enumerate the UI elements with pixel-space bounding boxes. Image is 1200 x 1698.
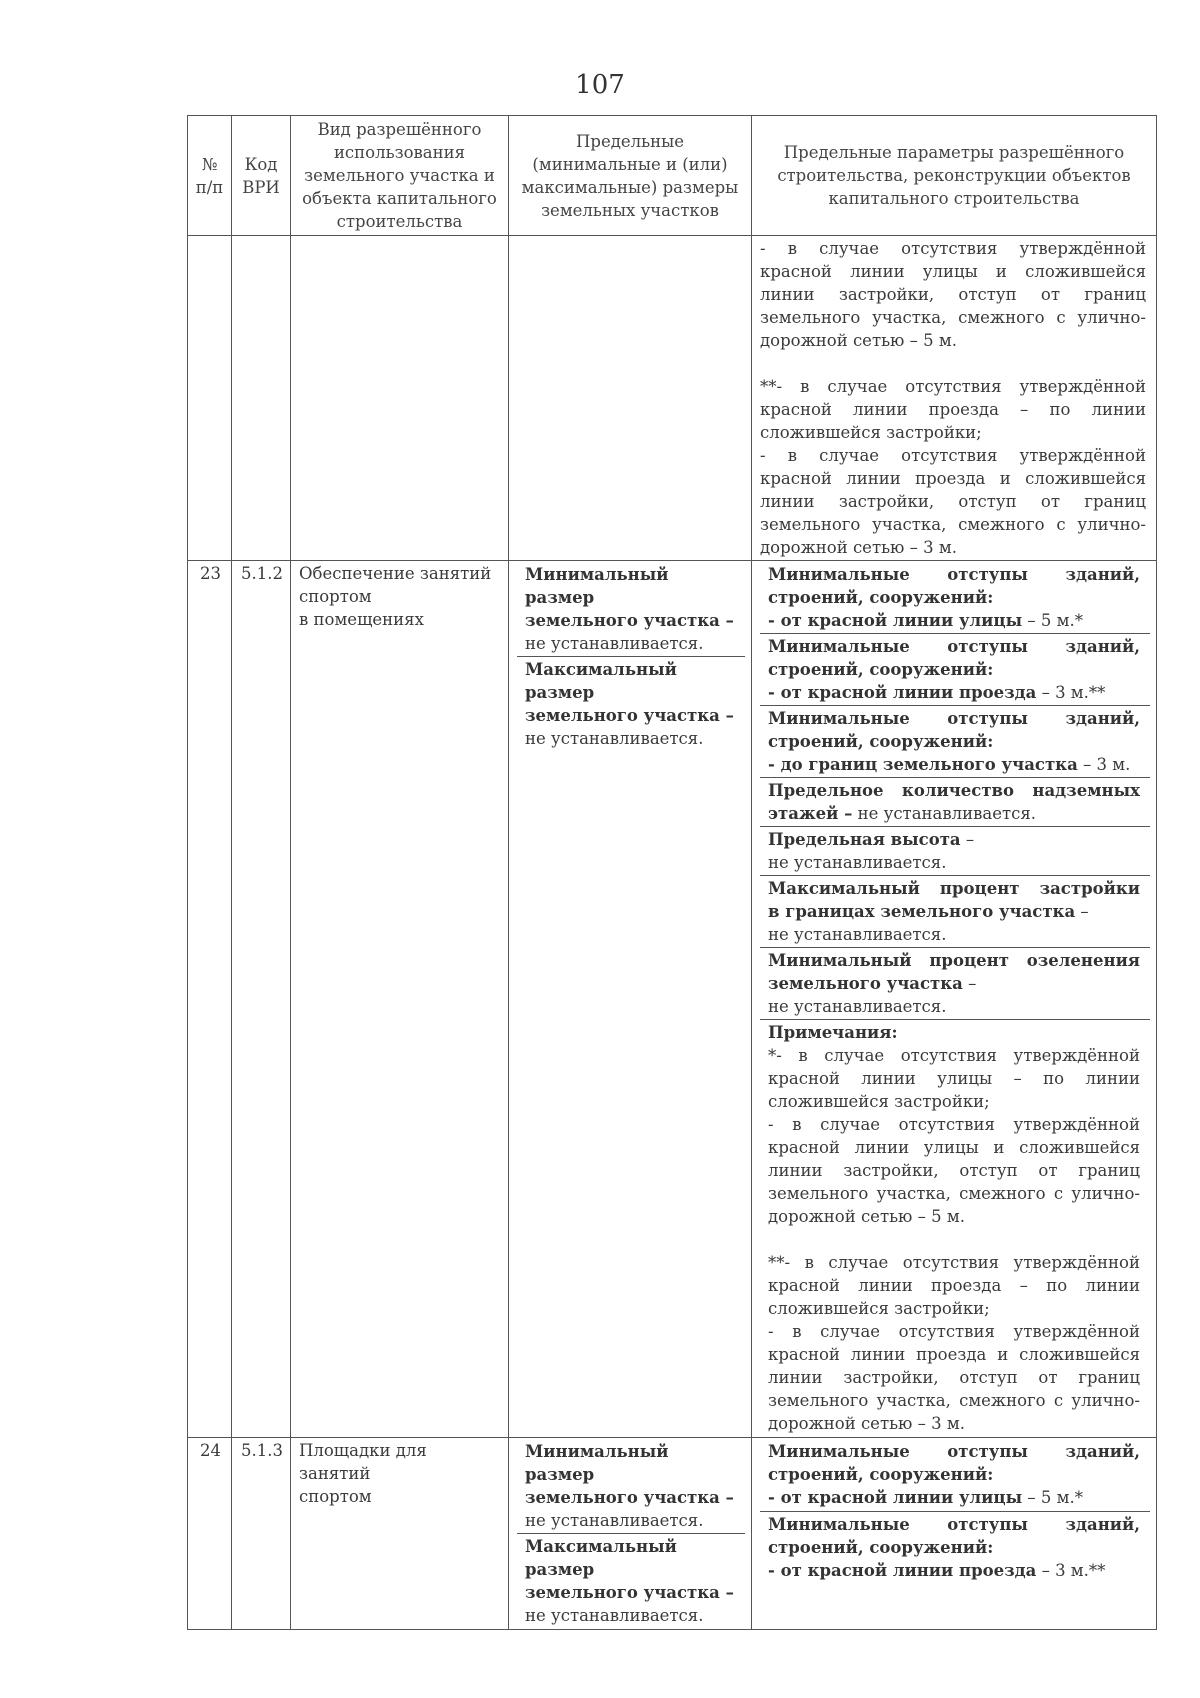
row23-vri: Обеспечение занятий спортом в помещениях (291, 561, 509, 1438)
cont-params-cell: - в случае отсутствия утверждённой красной линии улицы и сложившейся линии застройки, отступ от границ земельного участка, смежного с улично- дорожной сетью – 5 м. **- в случае отсутствия утверждённой красной линии проезда – по линии сложившейся застройки; - в случае отсутствия утверждённой красной линии проезда и сложившейся линии застройки, отступ от границ земельного участка, смежного с улично- дорожной сетью – 3 м. (752, 236, 1157, 561)
row24-code: 5.1.3 (232, 1438, 291, 1630)
header-code: Код ВРИ (232, 116, 291, 236)
row24-params (752, 1438, 1157, 1630)
row23-max-size: Максимальный размер земельного участка – не устанавливается. (525, 660, 734, 748)
cont-vri-cell (291, 236, 509, 561)
row24-sizes (509, 1438, 752, 1630)
row24-num: 24 (188, 1438, 232, 1630)
cont-num-cell (188, 236, 232, 561)
row23-param-boundary-offset: Минимальные отступы зданий, строений, сооружений: - до границ земельного участка – 3 м. (760, 706, 1150, 778)
row24-min-size: Минимальный размер земельного участка – не устанавливается. (517, 1439, 745, 1534)
row24-param-passage-offset: Минимальные отступы зданий, строений, сооружений: - от красной линии проезда – 3 м.** (768, 1515, 1140, 1580)
cont-size-cell (509, 236, 752, 561)
row23-code: 5.1.2 (232, 561, 291, 1438)
row24-max-size: Максимальный размер земельного участка – не устанавливается. (525, 1537, 734, 1625)
row23-param-height: Предельная высота – не устанавливается. (760, 827, 1150, 876)
row23-notes: Примечания: *- в случае отсутствия утверждённой красной линии улицы – по линии сложившейся застройки; - в случае отсутствия утверждённой красной линии улицы и сложившейся линии застройки, отступ от границ земельного участка, смежного с улично- дорожной сетью – 5 м. **- в случае отсутствия утверждённой красной линии проезда – по линии сложившейся застройки; - в случае отсутствия утверждённой красной линии проезда и сложившейся линии застройки, отступ от границ земельного участка, смежного с улично- дорожной сетью – 3 м. (768, 1023, 1140, 1433)
table-row-24 (188, 1438, 1157, 1630)
table-row-23 (188, 561, 1157, 1438)
page-number: 107 (575, 70, 625, 100)
row24-param-street-offset: Минимальные отступы зданий, строений, сооружений: - от красной линии улицы – 5 м.* (760, 1439, 1150, 1512)
cont-code-cell (232, 236, 291, 561)
header-params: Предельные параметры разрешённого строительства, реконструкции объектов капитального строительства (752, 116, 1157, 236)
row23-param-street-offset: Минимальные отступы зданий, строений, сооружений: - от красной линии улицы – 5 м.* (760, 562, 1150, 634)
header-num: № п/п (188, 116, 232, 236)
row23-num: 23 (188, 561, 232, 1438)
row23-param-building-percent: Максимальный процент застройки в границах земельного участка – не устанавливается. (760, 876, 1150, 948)
header-vri: Вид разрешённого использования земельного участка и объекта капитального строительства (291, 116, 509, 236)
row23-param-greening-percent: Минимальный процент озеленения земельного участка – не устанавливается. (760, 948, 1150, 1020)
row23-params (752, 561, 1157, 1438)
row23-sizes (509, 561, 752, 1438)
regulations-table (187, 115, 1157, 1630)
table-row-continuation (188, 236, 1157, 561)
row23-min-size: Минимальный размер земельного участка – не устанавливается. (517, 562, 745, 657)
row23-param-passage-offset: Минимальные отступы зданий, строений, сооружений: - от красной линии проезда – 3 м.** (760, 634, 1150, 706)
header-sizes: Предельные (минимальные и (или) максимальные) размеры земельных участков (509, 116, 752, 236)
row24-vri: Площадки для занятий спортом (291, 1438, 509, 1630)
table-header-row (188, 116, 1157, 236)
row23-param-floors: Предельное количество надземных этажей – не устанавливается. (760, 778, 1150, 827)
